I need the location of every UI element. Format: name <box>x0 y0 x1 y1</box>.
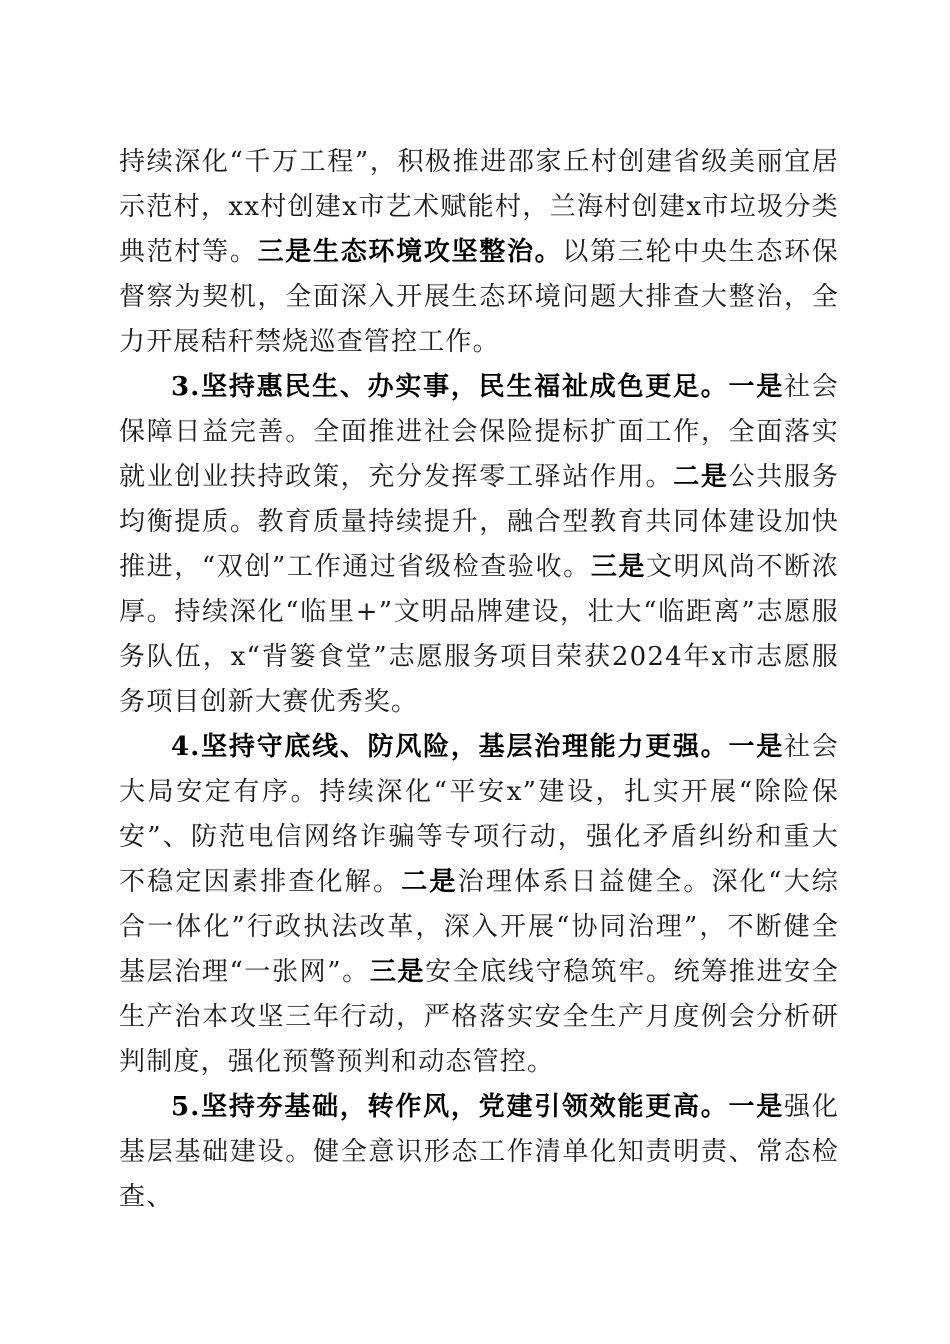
paragraph-ecology <box>119 140 839 365</box>
paragraph-text: 社会大局安定有序。持续深化“平安x”建设，扎实开展“除险保安”、防范电信网络诈骗等专项行动，强化矛盾纠纷和重大不稳定因素排查化解。 <box>119 732 839 897</box>
bold-marker-three: 三是 <box>590 552 647 582</box>
bold-heading-ecology: 三是生态环境攻坚整治。 <box>257 237 563 267</box>
paragraph-text: 社会保障日益完善。全面推进社会保险提标扩面工作，全面落实就业创业扶持政策，充分发挥零工驿站作用。 <box>119 372 839 492</box>
paragraph-text: 安全底线守稳筑牢。统筹推进安全生产治本攻坚三年行动，严格落实安全生产月度例会分析研判制度，强化预警预判和动态管控。 <box>119 957 839 1077</box>
section-5-heading: 5.坚持夯基础，转作风，党建引领效能更高。一是 <box>171 1092 785 1122</box>
section-3-heading: 3.坚持惠民生、办实事，民生福祉成色更足。一是 <box>171 372 785 402</box>
paragraph-section-5 <box>119 1085 839 1220</box>
paragraph-text: 治理体系日益健全。深化“大综合一体化”行政执法改革，深入开展“协同治理”，不断健全基层治理“一张网”。 <box>119 867 840 987</box>
bold-marker-two: 二是 <box>401 867 458 897</box>
paragraph-text: 持续深化“千万工程”，积极推进邵家丘村创建省级美丽宜居示范村，xx村创建x市艺术赋能村，兰海村创建x市垃圾分类典范村等。 <box>119 147 839 267</box>
bold-marker-two: 二是 <box>673 462 729 492</box>
bold-marker-three: 三是 <box>369 957 426 987</box>
paragraph-text: 强化基层基础建设。健全意识形态工作清单化知责明责、常态检查、 <box>119 1092 839 1212</box>
paragraph-text: 文明风尚不断浓厚。持续深化“临里+”文明品牌建设，壮大“临距离”志愿服务队伍，x“背篓食堂”志愿服务项目荣获2024年x市志愿服务项目创新大赛优秀奖。 <box>119 552 840 717</box>
paragraph-section-4 <box>119 725 839 1085</box>
paragraph-text: 以第三轮中央生态环保督察为契机，全面深入开展生态环境问题大排查大整治，全力开展秸秆禁烧巡查管控工作。 <box>119 237 839 357</box>
section-4-heading: 4.坚持守底线、防风险，基层治理能力更强。一是 <box>171 732 785 762</box>
paragraph-section-3 <box>119 365 839 725</box>
paragraph-text: 公共服务均衡提质。教育质量持续提升，融合型教育共同体建设加快推进，“双创”工作通过省级检查验收。 <box>119 462 839 582</box>
document-body <box>119 140 839 1220</box>
